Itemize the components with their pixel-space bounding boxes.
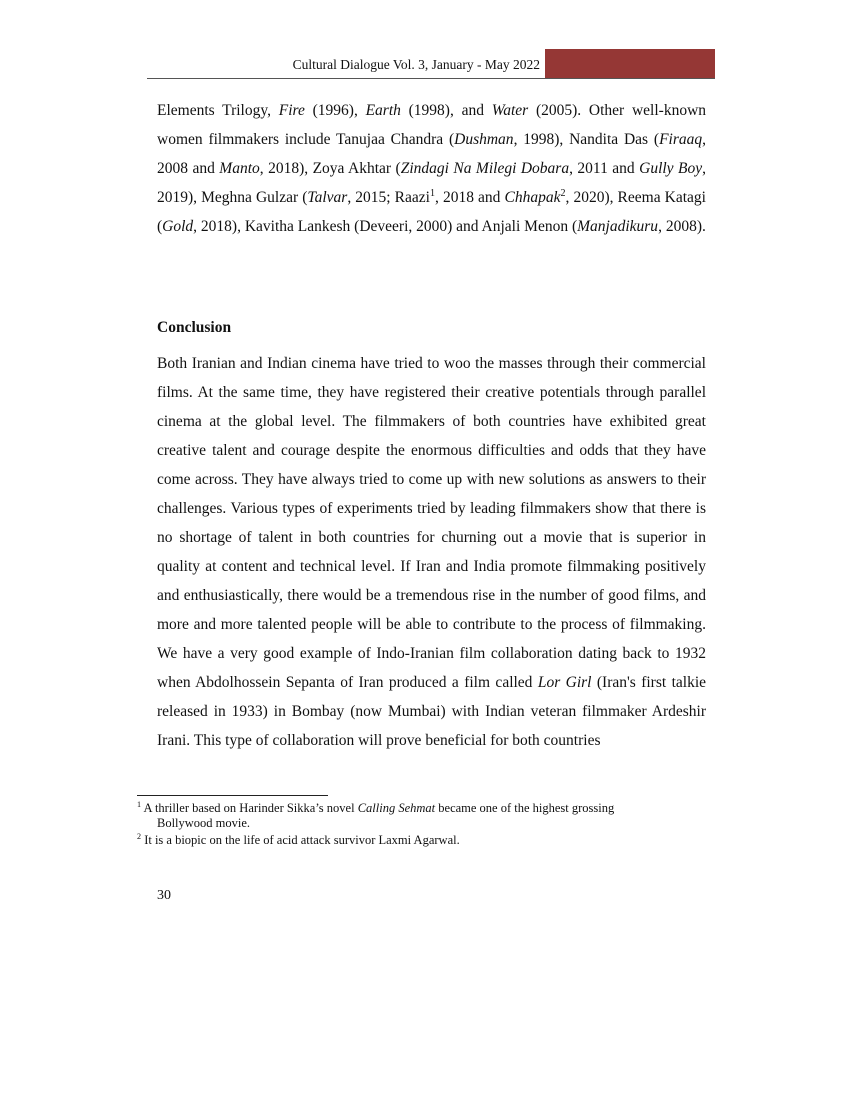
header-rule xyxy=(147,78,715,79)
conclusion-paragraph: Both Iranian and Indian cinema have tried to woo the masses through their commercial films. At the same time, they have registered their creative potentials through parallel cinema at the global level. The filmmakers of both countries have exhibited great creative talent and courage despite the enormous difficulties and odds that they have come across. They have always tried to come up with new solutions as answers to their challenges. Various types of experiments tried by leading filmmakers show that there is no shortage of talent in both countries for churning out a movie that is superior in quality at content and technical level. If Iran and India promote filmmaking positively and enthusiastically, there would be a tremendous rise in the number of good films, and more and more talented people will be able to contribute to the process of filmmaking. We have a very good example of Indo-Iranian film collaboration dating back to 1932 when Abdolhossein Sepanta of Iran produced a film called Lor Girl (Iran's first talkie released in 1933) in Bombay (now Mumbai) with Indian veteran filmmaker Ardeshir Irani. This type of collaboration will prove beneficial for both countries xyxy=(157,355,707,749)
footnote-number: 1 xyxy=(137,799,142,809)
footnote-1: $^1$ A thriller based on Harinder Sikka’s novel Calling Sehmat became one of the highest grossing Bollywood movie. xyxy=(137,799,615,830)
footnote-number: 2 xyxy=(137,831,142,841)
footnote-separator xyxy=(137,795,328,796)
footnote-2: $^2$ It is a biopic on the life of acid attack survivor Laxmi Agarwal. xyxy=(137,831,460,847)
footnote-ref-1[interactable]: 1 xyxy=(429,187,435,199)
section-heading: Conclusion xyxy=(157,319,232,336)
body-paragraph: Elements Trilogy, Fire (1996), Earth (1998), and Water (2005). Other well-known women filmmakers include Tanujaa Chandra (Dushman, 1998), Nandita Das (Firaaq, 2008 and Manto, 2018), Zoya Akhtar (Zindagi Na Milegi Dobara, 2011 and Gully Boy, 2019), Meghna Gulzar (Talvar, 2015; Raazi$^1$, 2018 and Chhapak$^2$, 2020), Reema Katagi (Gold, 2018), Kavitha Lankesh (Deveeri, 2000) and Anjali Menon (Manjadikuru, 2008). xyxy=(157,102,707,235)
footnote-ref-2[interactable]: 2 xyxy=(560,187,566,199)
header-accent-block xyxy=(545,49,715,78)
page-number: 30 xyxy=(157,888,171,903)
running-header: Cultural Dialogue Vol. 3, January - May 2022 xyxy=(292,57,540,72)
